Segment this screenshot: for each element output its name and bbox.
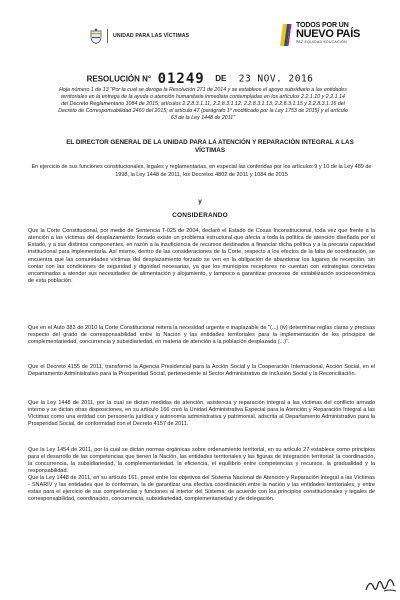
flag-ribbon-icon (278, 22, 292, 48)
paragraph: Que el Decreto 4155 de 2011, transformó la Agencia Presidencial para la Acción Social y la Cooperación Internacional, Acción Social, en el Departamento Administrativo para la Prosperidad Social, perteneciente al Sector Administrativo de Inclusión Social y la Reconciliación. (28, 364, 375, 378)
resolution-label: RESOLUCIÓN N° (86, 74, 152, 84)
government-motto-logo (278, 22, 360, 48)
reference-text: Hoja número 1 de 13 "Por la cual se deroga la Resolución 271 de 2014 y se establece el apoyo subsidiario a las entidades territoriales en la entrega de la ayuda o atención humanitaria inmediata contempladas en los artículos 2.2.1.10 y 2.2.1.14 del Decreto Reglamentario 1084 de 2015; artículos 2.2.8.3.1.11, 2.2.8.3.1.12, 2.2.8.3.1.13, 2.2.8.3.1.15 y 2.2.8.3.1.16 del Decreto de Corresponsabilidad 2460 del 2015; el artículo 47 (parágrafo 1º modificado por la Ley 1753 de 2015) y el artículo 63 de la Ley 1448 de 2011" (58, 87, 348, 122)
unit-name: UNIDAD PARA LAS VÍCTIMAS (113, 33, 190, 39)
connector-y: y (198, 198, 202, 205)
logo-divider (107, 29, 108, 43)
resolution-de: DE (215, 74, 227, 84)
resolution-date: 23 NOV. 2016 (238, 73, 314, 85)
paragraph: Que la Ley 1448 de 2011, en su artículo 161, prevé entre los objetivos del Sistema Nacional de Atención y Reparación Integral a las Víctimas - SNARIV y las entidades que lo conforman, la de garantizar una efectiva coordinación entre la nación y las entidades territoriales, y entre estas para el ejercicio de sus competencias y funciones al interior del Sistema; de acuerdo con los principios constitucionales y legales de corresponsabilidad, coordinación, concurrencia, subsidiariedad, complementariedad y de delegación. (28, 475, 375, 503)
paragraph: Que la Ley 1454 de 2011, por la cual se dictan normas orgánicas sobre ordenamiento territorial, en su artículo 27 establece como principios para el desarrollo de las competencias que tienen la Nación, las entidades territoriales y las figuras de integración territorial: la coordinación, la concurrencia, la subsidiariedad, la complementariedad, la eficiencia, el equilibrio entre competencias y recursos, la gradualidad y la responsabilidad. (28, 447, 375, 475)
considerando-heading: CONSIDERANDO (172, 212, 228, 219)
resolution-number: 01249 (157, 70, 205, 87)
paragraph: Que la Corte Constitucional, por medio de Sentencia T-025 de 2004, declaró el Estado de Cosas Inconstitucional, toda vez que frente a la atención a las víctimas del desplazamiento forzado existe un problema estructural que afecta a toda la política de atención diseñada por el Estado, y a sus distintos componentes, en razón a la insuficiencia de recursos destinados a financiar dicha política y a la precaria capacidad institucional para implementarla. Así mismo, dentro de las consideraciones de la Corte, respecto a los efectos de la falta de coordinación, se encuentra que las comunidades víctimas del desplazamiento forzado se ven en la obligación de abandonar los lugares de recepción, sin contar con las condiciones de seguridad y dignidad necesarias, ya que los municipios receptores no cuentan con estrategias concretas encaminadas a atender sus necesidades de alimentación y alojamiento, y tampoco a garantizar procesos de estabilización socioeconómica de esta población. (28, 228, 375, 285)
paragraph: Que la Ley 1448 de 2011, por la cual se dictan medidas de atención, asistencia y reparación integral a las víctimas del conflicto armado interno y se dictan otras disposiciones, en su artículo 166 creó la Unidad Administrativa Especial para la Atención y Reparación Integral a las Víctimas como una entidad con personería jurídica y autonomía administrativa y patrimonial, adscrita al Departamento Administrativo para la Prosperidad Social, de conformidad con el Decreto 4157 de 2011. (28, 400, 375, 428)
motto-line-1: TODOS POR UN (295, 22, 349, 29)
handwritten-initials (364, 574, 398, 594)
paragraph: Que en el Auto 383 de 2010 la Corte Constitucional reitera la necesidad urgente e inaplazable de "(...) (iv) determinar reglas claras y precisas respecto del grado de corresponsabilidad entre la Nación y las entidades territoriales para la implementación de los principios de complementariedad, concurrencia y subsidiariedad, en materia de atención a la población desplazada (...)". (28, 325, 375, 346)
letterhead (90, 22, 360, 62)
intro-paragraph: En ejercicio de sus funciones constitucionales, legales y reglamentarias, en especial las conferidas por los artículos 9 y 10 de la Ley 489 de 1998, la Ley 1448 de 2011, los Decretos 4802 de 2011 y 1084 de 2015 (31, 164, 372, 178)
resolution-line (0, 70, 400, 86)
motto-line-3: PAZ EQUIDAD EDUCACIÓN (295, 40, 347, 44)
unit-logo (90, 28, 189, 44)
authority-heading: EL DIRECTOR GENERAL DE LA UNIDAD PARA LA ATENCIÓN Y REPARACIÓN INTEGRAL A LAS VÍCTIMAS (66, 139, 354, 154)
coat-of-arms-icon (90, 28, 102, 44)
motto-line-2: NUEVO PAÍS (295, 28, 360, 40)
